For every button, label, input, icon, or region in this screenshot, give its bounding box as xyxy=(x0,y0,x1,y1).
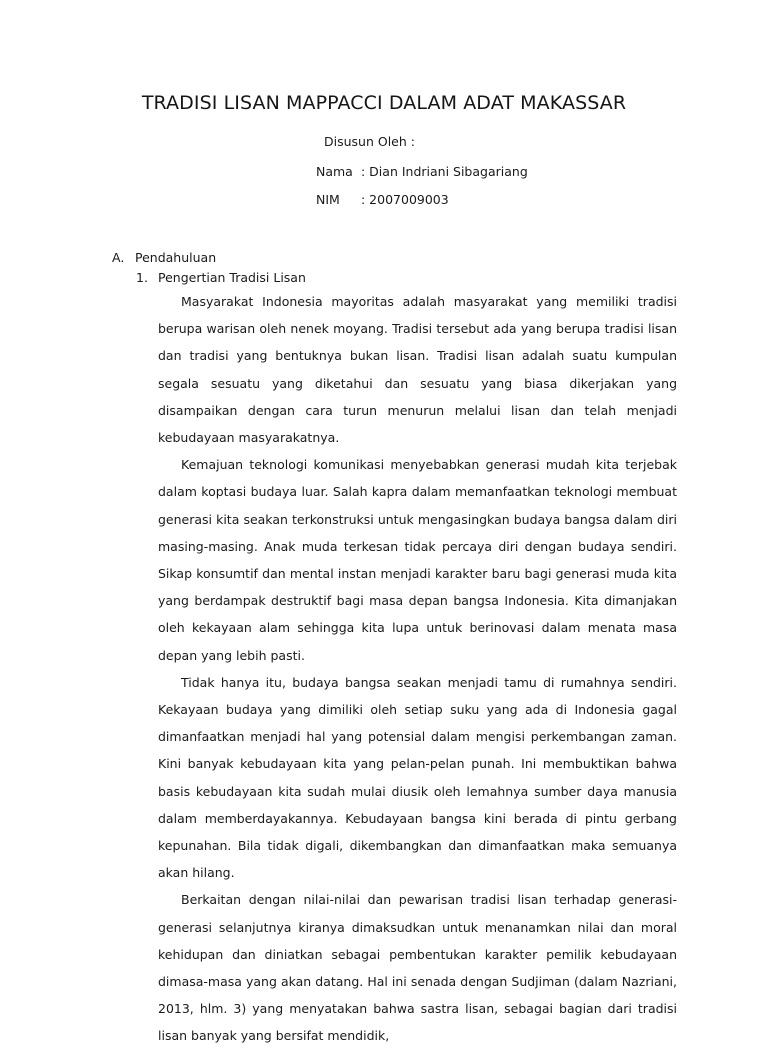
author-nim-row xyxy=(316,192,449,207)
section-title: Pendahuluan xyxy=(135,250,217,265)
document-title: TRADISI LISAN MAPPACCI DALAM ADAT MAKASSAR xyxy=(141,92,627,114)
paragraph: Kemajuan teknologi komunikasi menyebabkan generasi mudah kita terjebak dalam koptasi budaya luar. Salah kapra dalam memanfaatkan teknologi membuat generasi kita seakan terkonstruksi untuk mengasingkan budaya bangsa dalam diri masing-masing. Anak muda terkesan tidak percaya diri dengan budaya sendiri. Sikap konsumtif dan mental instan menjadi karakter baru bagi generasi muda kita yang berdampak destruktif bagi masa depan bangsa Indonesia. Kita dimanjakan oleh kekayaan alam sehingga kita lupa untuk berinovasi dalam menata masa depan yang lebih pasti. xyxy=(158,457,677,663)
section-marker: A. xyxy=(112,250,125,265)
name-value: : Dian Indriani Sibagariang xyxy=(361,164,528,179)
nim-label: NIM xyxy=(316,192,340,207)
section-heading xyxy=(112,250,216,265)
nim-value: : 2007009003 xyxy=(361,192,449,207)
author-heading: Disusun Oleh : xyxy=(324,134,415,149)
name-label: Nama xyxy=(316,164,353,179)
subsection-heading xyxy=(136,270,306,285)
subsection-title: Pengertian Tradisi Lisan xyxy=(158,270,306,285)
paragraph: Tidak hanya itu, budaya bangsa seakan menjadi tamu di rumahnya sendiri. Kekayaan budaya yang dimiliki oleh setiap suku yang ada di Indonesia gagal dimanfaatkan menjadi hal yang potensial dalam mengisi perkembangan zaman. Kini banyak kebudayaan kita yang pelan-pelan punah. Ini membuktikan bahwa basis kebudayaan kita sudah mulai diusik oleh lemahnya sumber daya manusia dalam memberdayakannya. Kebudayaan bangsa kini berada di pintu gerbang kepunahan. Bila tidak digali, dikembangkan dan dimanfaatkan maka semuanya akan hilang. xyxy=(158,674,677,881)
subsection-marker: 1. xyxy=(136,270,148,285)
paragraph: Berkaitan dengan nilai-nilai dan pewarisan tradisi lisan terhadap generasi-generasi selanjutnya kiranya dimaksudkan untuk menanamkan nilai dan moral kehidupan dan diniatkan sebagai pembentukan karakter pemilik kebudayaan dimasa-masa yang akan datang. Hal ini senada dengan Sudjiman (dalam Nazriani, 2013, hlm. 3) yang menyatakan bahwa sastra lisan, sebagai bagian dari tradisi lisan banyak yang bersifat mendidik, xyxy=(158,892,677,1044)
body-text xyxy=(158,288,677,1050)
paragraph: Masyarakat Indonesia mayoritas adalah masyarakat yang memiliki tradisi berupa warisan oleh nenek moyang. Tradisi tersebut ada yang berupa tradisi lisan dan tradisi yang bentuknya bukan lisan. Tradisi lisan adalah suatu kumpulan segala sesuatu yang diketahui dan sesuatu yang biasa dikerjakan yang disampaikan dengan cara turun menurun melalui lisan dan telah menjadi kebudayaan masyarakatnya. xyxy=(158,294,677,446)
author-name-row xyxy=(316,164,528,179)
